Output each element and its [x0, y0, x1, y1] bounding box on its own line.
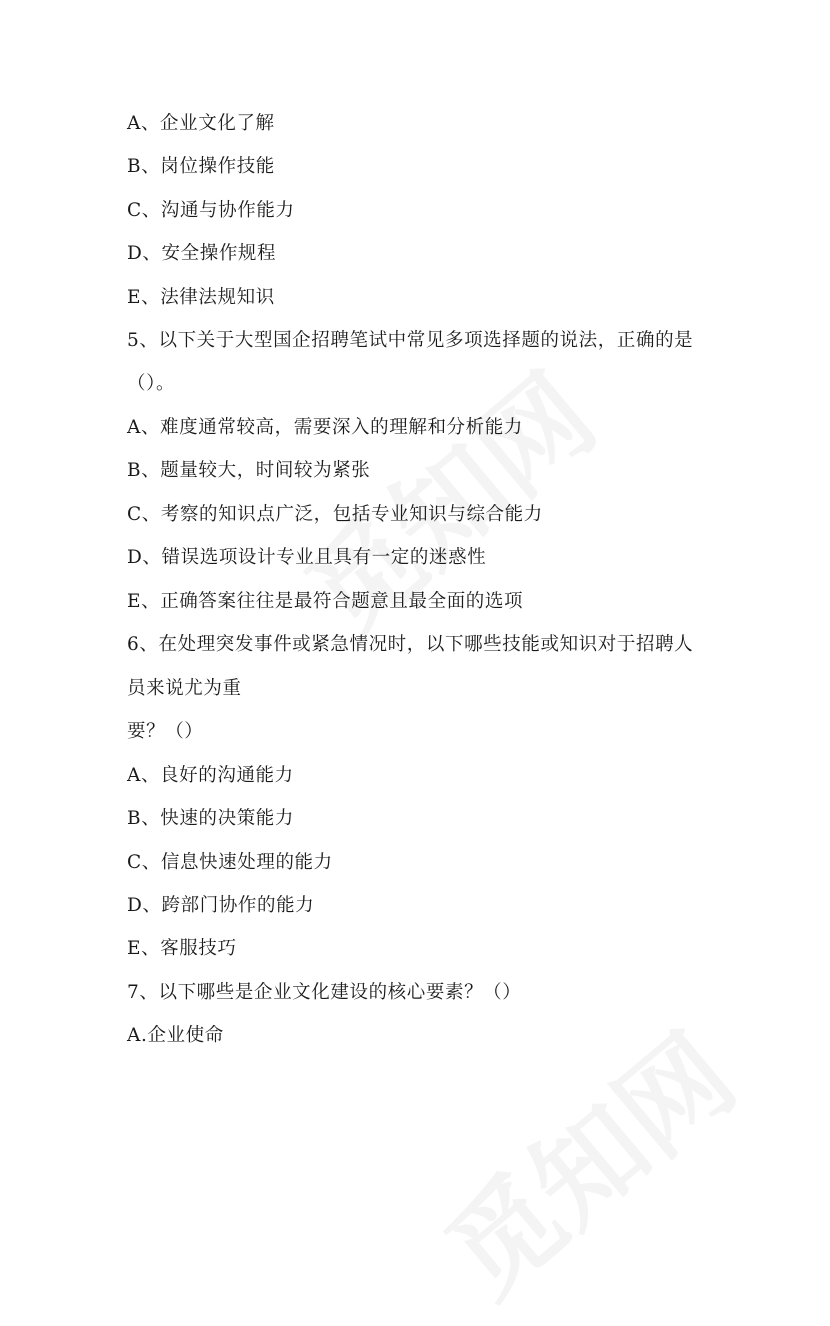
option-6c: C、信息快速处理的能力 — [127, 852, 333, 873]
question-6-cont2: 要？（） — [127, 721, 204, 742]
question-5-cont: （）。 — [127, 373, 176, 394]
question-5: 5、以下关于大型国企招聘笔试中常见多项选择题的说法，正确的是 — [127, 330, 694, 351]
option-6d: D、跨部门协作的能力 — [127, 895, 315, 916]
option-5e: E、正确答案往往是最符合题意且最全面的选项 — [127, 591, 524, 612]
option-4e: E、法律法规知识 — [127, 287, 275, 308]
watermark — [268, 332, 622, 665]
watermark — [408, 992, 762, 1325]
option-4a: A、企业文化了解 — [127, 113, 275, 134]
option-4d: D、安全操作规程 — [127, 243, 277, 264]
option-4b: B、岗位操作技能 — [127, 156, 275, 177]
option-5c: C、考察的知识点广泛，包括专业知识与综合能力 — [127, 504, 543, 525]
option-5b: B、题量较大，时间较为紧张 — [127, 460, 371, 481]
question-6-cont: 员来说尤为重 — [127, 678, 242, 699]
option-7a: A.企业使命 — [127, 1025, 224, 1046]
option-6b: B、快速的决策能力 — [127, 808, 294, 829]
option-6a: A、良好的沟通能力 — [127, 765, 294, 786]
question-7: 7、以下哪些是企业文化建设的核心要素？（） — [127, 982, 522, 1003]
option-5d: D、错误选项设计专业且具有一定的迷惑性 — [127, 547, 487, 568]
option-6e: E、客服技巧 — [127, 938, 237, 959]
option-4c: C、沟通与协作能力 — [127, 200, 295, 221]
option-5a: A、难度通常较高，需要深入的理解和分析能力 — [127, 417, 523, 438]
question-6: 6、在处理突发事件或紧急情况时，以下哪些技能或知识对于招聘人 — [127, 634, 694, 655]
